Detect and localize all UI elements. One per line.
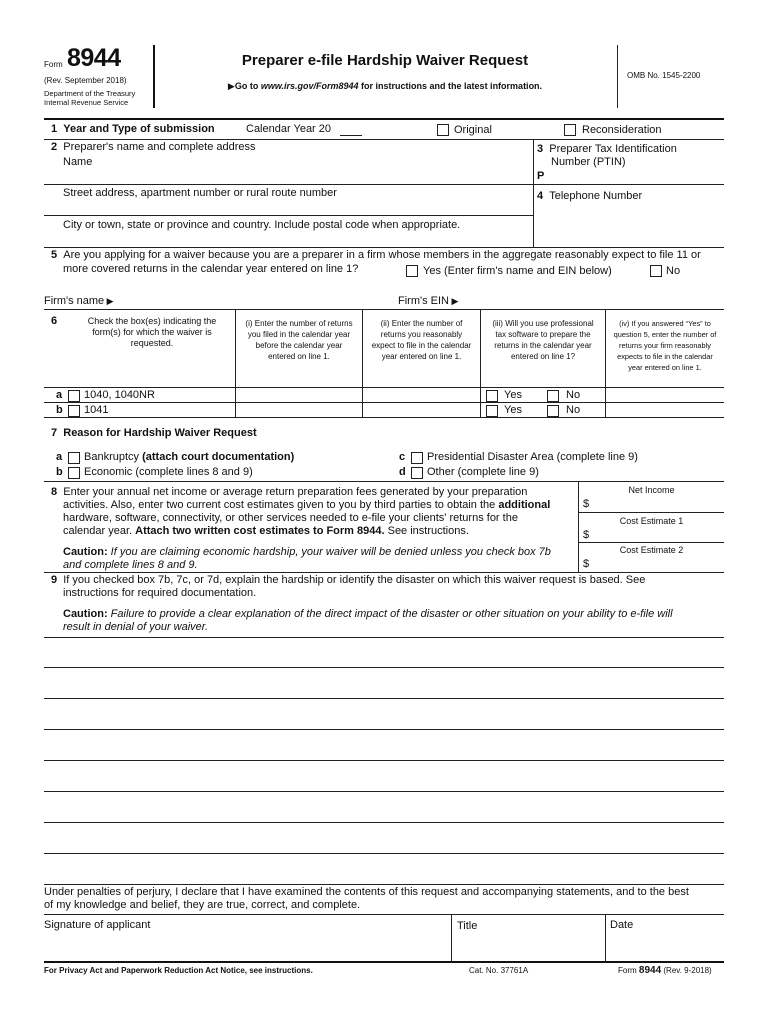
ptin-prefix: P [537,170,545,182]
bankruptcy-label: Bankruptcy (attach court documentation) [84,451,295,463]
line-6-number: 6 [51,315,58,327]
form-1040-software-yes-label: Yes [504,389,522,401]
form-1040-label: 1040, 1040NR [84,389,155,401]
line-5-yes-checkbox[interactable] [406,265,418,277]
table-row: b [56,404,63,416]
cost-estimate-1-input[interactable] [594,528,720,541]
form-1041-software-yes-label: Yes [504,404,522,416]
other-reason-label: Other (complete line 9) [427,466,539,478]
line-6-col4-header: (iv) If you answered “Yes” to question 5, enter the number of returns your firm reasonably expects to file in the calendar year entered on line 1. [613,319,717,372]
calendar-year-label: Calendar Year 20 [246,123,332,135]
city-input[interactable] [63,233,529,245]
reconsideration-label: Reconsideration [582,124,662,136]
form-1041-returns-filed-input[interactable] [238,404,360,416]
disaster-area-label: Presidential Disaster Area (complete line 9) [427,451,638,463]
economic-checkbox[interactable] [68,467,80,479]
title-input[interactable] [457,934,601,958]
form-1040-software-yes-checkbox[interactable] [486,390,498,402]
line-7b-letter: b [56,466,63,478]
name-input[interactable] [63,170,529,182]
instructions-link-line: ▶Go to www.irs.gov/Form8944 for instructions and the latest information. [227,81,543,91]
cost-estimate-1-label: Cost Estimate 1 [619,516,684,526]
line-8-text: 8 Enter your annual net income or average return preparation fees generated by your preparation activities. Also, enter two current cost estimates given to you by third parties to obtain the additional hardware, software, connectivity, or other services needed to e-file your clients' returns for the calendar year. Attach two written cost estimates to Form 8944. See instructions. [51,486,551,537]
line-7c-letter: c [399,451,406,463]
form-1041-software-yes-checkbox[interactable] [486,405,498,417]
line-5-yes-label: Yes (Enter firm's name and EIN below) [423,265,612,277]
line-9-caution: Caution: Failure to provide a clear explanation of the direct impact of the disaster or other situation on your ability to e-file will result in denial of your waiver. [63,608,673,633]
line-5-text-b: more covered returns in the calendar year entered on line 1? [63,263,359,275]
footer-form-id: Form 8944 (Rev. 9-2018) [618,965,712,976]
firm-name-label: Firm's name ▶ [44,295,114,307]
line-7-label: 7 Reason for Hardship Waiver Request [51,427,257,439]
street-address-label: Street address, apartment number or rural route number [63,187,337,199]
line-7a-letter: a [56,451,63,463]
line-8-caution: Caution: If you are claiming economic hardship, your waiver will be denied unless you check box 7b and complete lines 8 and 9. [63,546,551,571]
form-1040-checkbox[interactable] [68,390,80,402]
street-address-input[interactable] [63,201,529,213]
bankruptcy-checkbox[interactable] [68,452,80,464]
line-7d-letter: d [399,466,406,478]
form-1040-firm-returns-input[interactable] [608,389,720,401]
net-income-dollar: $ [583,498,590,510]
line-5-no-checkbox[interactable] [650,265,662,277]
title-label: Title [457,920,478,932]
form-1040-software-no-checkbox[interactable] [547,390,559,402]
line-2-label: 2 Preparer's name and complete address [51,141,256,153]
line-1-label: 1 Year and Type of submission [51,123,215,135]
line-9-text: 9 If you checked box 7b, 7c, or 7d, explain the hardship or identify the disaster on which this waiver request is based. See instructions for required documentation. [51,574,646,599]
firm-ein-input[interactable] [470,294,720,306]
line-4-label: 4 Telephone Number [537,190,643,202]
hardship-explanation-area[interactable] [44,637,724,857]
perjury-statement: Under penalties of perjury, I declare that I have examined the contents of this request and accompanying statements, and to the best of my knowledge and belief, they are true, correct, and complete. [44,886,689,911]
name-label: Name [63,156,93,168]
line-3-label-b: Number (PTIN) [551,156,626,168]
other-reason-checkbox[interactable] [411,467,423,479]
privacy-notice: For Privacy Act and Paperwork Reduction Act Notice, see instructions. [44,966,313,975]
economic-label: Economic (complete lines 8 and 9) [84,466,253,478]
form-1041-label: 1041 [84,404,109,416]
telephone-input[interactable] [537,205,720,241]
original-label: Original [454,124,492,136]
line-5-no-label: No [666,265,681,277]
firm-name-input[interactable] [122,294,392,306]
original-checkbox[interactable] [437,124,449,136]
cost-estimate-2-label: Cost Estimate 2 [619,545,684,555]
line-3-label: 3 Preparer Tax Identification [537,143,677,155]
form-1040-returns-expected-input[interactable] [365,389,477,401]
form-title: Preparer e-file Hardship Waiver Request [241,52,529,69]
form-1041-software-no-checkbox[interactable] [547,405,559,417]
signature-input[interactable] [44,934,448,958]
form-1040-returns-filed-input[interactable] [238,389,360,401]
signature-label: Signature of applicant [44,919,151,931]
city-label: City or town, state or province and country. Include postal code when appropriate. [63,219,461,231]
table-row: a [56,389,63,401]
department: Department of the Treasury [44,89,136,98]
date-label: Date [610,919,634,931]
line-6-col1-header: (i) Enter the number of returns you filed in the calendar year before the calendar year entered on line 1. [245,319,353,361]
agency: Internal Revenue Service [44,98,129,107]
line-6-col3-header: (iii) Will you use professional tax software to prepare the returns in the calendar year entered on line 1? [492,319,594,361]
irs-url-link[interactable]: www.irs.gov/Form8944 [260,81,359,91]
arrow-right-icon: ▶ [227,81,235,91]
form-word: Form [44,60,63,69]
net-income-label: Net Income [628,485,675,495]
net-income-input[interactable] [594,497,720,510]
revision-date: (Rev. September 2018) [44,76,127,85]
arrow-right-icon: ▶ [104,296,114,306]
form-1040-software-no-label: No [566,389,581,401]
cost-estimate-2-input[interactable] [594,557,720,570]
form-1041-returns-expected-input[interactable] [365,404,477,416]
omb-number: OMB No. 1545-2200 [627,71,701,80]
cost-estimate-1-dollar: $ [583,529,590,541]
line-5-text-a: 5 Are you applying for a waiver because you are a preparer in a firm whose members in the aggregate reasonably expect to file 11 or [51,249,701,261]
form-1041-firm-returns-input[interactable] [608,404,720,416]
ptin-input[interactable] [548,170,720,182]
line-6-col0-header: Check the box(es) indicating the form(s) for which the waiver is requested. [87,316,217,348]
line-6-col2-header: (ii) Enter the number of returns you reasonably expect to file in the calendar year entered on line 1. [371,319,472,361]
reconsideration-checkbox[interactable] [564,124,576,136]
disaster-area-checkbox[interactable] [411,452,423,464]
calendar-year-input[interactable] [340,135,362,136]
cost-estimate-2-dollar: $ [583,558,590,570]
firm-ein-label: Firm's EIN ▶ [398,295,459,307]
form-1041-software-no-label: No [566,404,581,416]
form-number: 8944 [67,44,121,72]
form-1041-checkbox[interactable] [68,405,80,417]
catalog-number: Cat. No. 37761A [469,966,529,975]
date-input[interactable] [610,934,720,958]
arrow-right-icon: ▶ [448,296,459,306]
